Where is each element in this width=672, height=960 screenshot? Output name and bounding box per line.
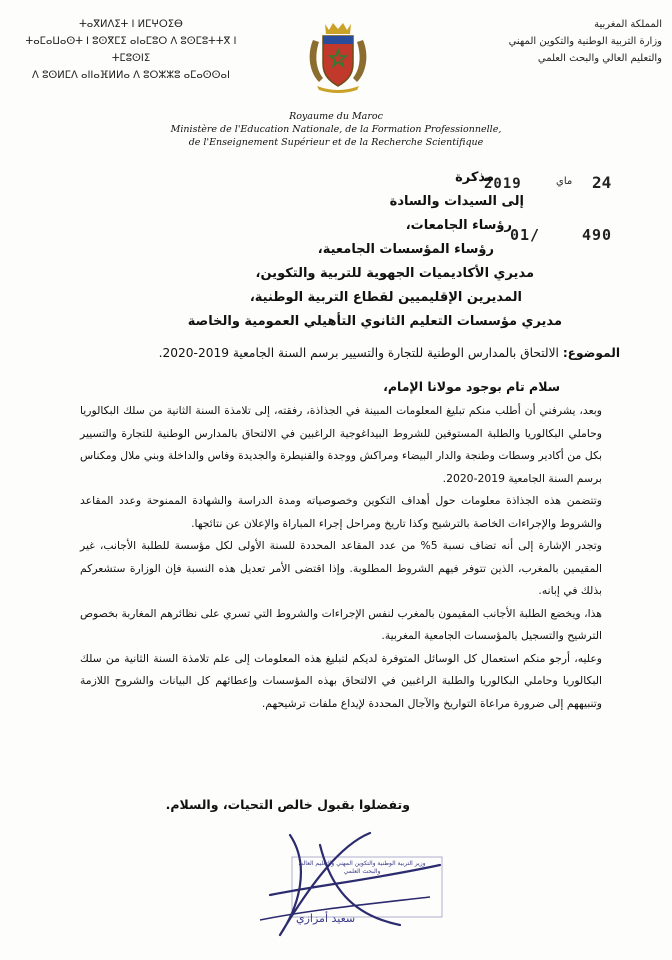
body-paragraph-5: وعليه، أرجو منكم استعمال كل الوسائل المتوفرة لديكم لتبليغ هذه المعلومات إلى علم تلامذة السنة الثانية من سلك البكالوريا وحاملي البكالوريا والطلبة الراغبين في الالتحاق بهذه المؤسسات وإعطائهم كل البيانات والشروح اللازمة وتنبيههم إلى ضرورة مراعاة التواريخ والآجال المحددة لإيداع ملفات ترشيحهم.: [80, 651, 602, 710]
subject-line: [80, 346, 620, 360]
french-header: [150, 110, 522, 149]
tifinagh-line-3: ⴷ ⵓⵙⵍⵎⴷ ⴰⵏⵏⴰⴼⵍⵍⴰ ⴷ ⵓⵔⵣⵣⵓ ⴰⵎⴰⵙⵙⴰⵏ: [32, 70, 230, 81]
reference-prefix: 01/: [510, 226, 541, 244]
recipient-line-1: إلى السيدات والسادة: [389, 194, 524, 209]
recipient-line-5: المديرين الإقليميين لقطاع التربية الوطنية،: [249, 290, 522, 305]
memo-title: مذكرة: [455, 170, 494, 185]
body-paragraph-4: هذا، ويخضع الطلبة الأجانب المقيمون بالمغرب لنفس الإجراءات والشروط التي تسري على نظائرهم المغاربة بخصوص الترشيح والتسجيل بالمؤسسات الجامعية المغربية.: [80, 606, 602, 642]
french-line-2: Ministère de l'Education Nationale, de la Formation Professionnelle,: [170, 124, 502, 135]
arabic-header-line-2: وزارة التربية الوطنية والتكوين المهني: [508, 36, 662, 47]
subject-label: الموضوع:: [562, 346, 620, 360]
recipient-line-2: رؤساء الجامعات،: [405, 218, 512, 233]
tifinagh-line-2: ⵜⴰⵎⴰⵡⴰⵙⵜ ⵏ ⵓⵙⴳⵎⵉ ⴰⵏⴰⵎⵓⵔ ⴷ ⵓⵙⵎⵓⵜⵜⴳ ⵏ ⵜⵎⵓⵙⵏⵉ: [25, 36, 237, 64]
greeting: سلام تام بوجود مولانا الإمام،: [383, 379, 560, 394]
memo-body: [80, 400, 602, 715]
closing-line: وتفضلوا بقبول خالص التحيات، والسلام.: [165, 797, 410, 812]
recipient-line-6: مديري مؤسسات التعليم الثانوي التأهيلي العمومية والخاصة: [187, 314, 562, 329]
royal-emblem-icon: [305, 20, 371, 94]
arabic-header: [442, 16, 662, 67]
signature-icon: [250, 825, 450, 955]
arabic-header-line-1: المملكة المغربية: [594, 19, 662, 30]
body-paragraph-3: وتجدر الإشارة إلى أنه تضاف نسبة 5% من عدد المقاعد المحددة للسنة الأولى لكل مؤسسة للطلبة الأجانب، غير المقيمين بالمغرب، الذين تتوفر فيهم الشروط المطلوبة. وإذا اقتضى الأمر تعديل هذه النسبة فإن الوزارة ستشعركم بذلك في إبانه.: [80, 539, 602, 597]
recipient-line-3: رؤساء المؤسسات الجامعية،: [317, 242, 494, 257]
date-year: 2019: [484, 176, 522, 192]
french-line-3: de l'Enseignement Supérieur et de la Recherche Scientifique: [188, 137, 484, 148]
signer-name: سعيد أمزازي: [296, 912, 356, 925]
arabic-header-line-3: والتعليم العالي والبحث العلمي: [537, 53, 662, 64]
subject-text: الالتحاق بالمدارس الوطنية للتجارة والتسيير برسم السنة الجامعية 2019-2020.: [158, 346, 563, 360]
body-paragraph-1: وبعد، يشرفني أن أطلب منكم تبليغ المعلومات المبينة في الجذاذة، رفقته، إلى تلامذة السنة الثانية من سلك البكالوريا وحاملي البكالوريا والطلبة المستوفين للشروط البيداغوجية الراغبين في الالتحاق بالمدارس الوطنية للتجارة والتسيير بكل من أكادير وسطات وطنجة والدار البيضاء ومراكش ووجدة والقنيطرة والجديدة وفاس والداخلة وبني ملال ومكناس برسم السنة الجامعية 2019-2020.: [80, 404, 602, 485]
tifinagh-line-1: ⵜⴰⴳⵍⴷⵉⵜ ⵏ ⵍⵎⵖⵔⵉⴱ: [79, 19, 183, 30]
date-day: 24: [592, 173, 612, 192]
tifinagh-header: [6, 16, 256, 84]
official-stamp: [292, 860, 432, 876]
body-paragraph-2: وتتضمن هذه الجذاذة معلومات حول أهداف التكوين وخصوصياته ومدة الدراسة والشهادة الممنوحة وعدد المقاعد والشروط والإجراءات الخاصة بالترشيح وكذا تاريخ ومراحل إجراء المباراة والإعلان عن نتائجها.: [80, 494, 602, 530]
stamp-line-2: والبحث العلمي: [343, 868, 381, 875]
recipient-line-4: مديري الأكاديميات الجهوية للتربية والتكوين،: [255, 266, 534, 281]
date-month: ماي: [556, 176, 573, 187]
reference-number: 490: [582, 226, 613, 244]
stamp-line-1: وزير التربية الوطنية والتكوين المهني والتعليم العالي: [298, 860, 426, 867]
french-line-1: Royaume du Maroc: [289, 111, 383, 122]
